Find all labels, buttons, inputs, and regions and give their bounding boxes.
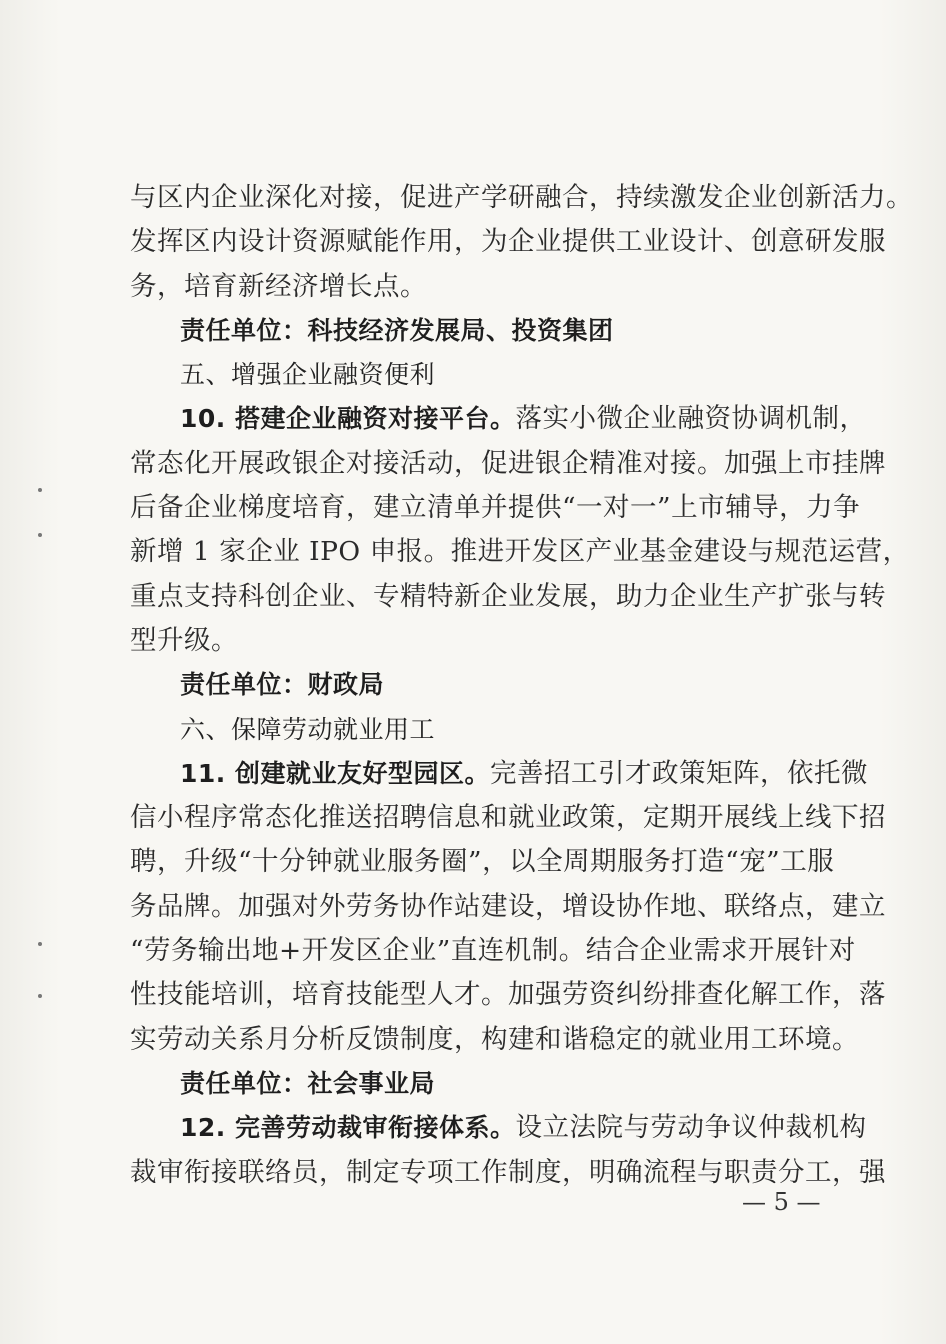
paragraph-line: 后备企业梯度培育，建立清单并提供“一对一”上市辅导，力争 <box>130 492 861 524</box>
scan-mark <box>38 533 42 537</box>
paragraph-line: 务，培育新经济增长点。 <box>130 270 427 302</box>
item-text: 完善招工引才政策矩阵，依托微 <box>490 757 868 789</box>
paragraph-line: 型升级。 <box>130 624 238 656</box>
paragraph-line: 性技能培训，培育技能型人才。加强劳资纠纷排查化解工作，落 <box>130 979 886 1011</box>
paragraph-line: 与区内企业深化对接，促进产学研融合，持续激发企业创新活力。 <box>130 182 913 213</box>
document-body <box>130 176 913 1195</box>
item-text: 设立法院与劳动争议仲裁机构 <box>515 1112 867 1144</box>
paragraph-line: 信小程序常态化推送招聘信息和就业政策，定期开展线上线下招 <box>130 802 886 834</box>
paragraph-line: 发挥区内设计资源赋能作用，为企业提供工业设计、创意研发服 <box>130 226 886 258</box>
item-title: 12. 完善劳动裁审衔接体系。 <box>180 1113 516 1143</box>
paragraph-line: 聘，升级“十分钟就业服务圈”，以全周期服务打造“宠”工服 <box>130 846 835 878</box>
paragraph-line: 新增 1 家企业 IPO 申报。推进开发区产业基金建设与规范运营， <box>130 536 910 568</box>
scan-mark <box>38 942 42 946</box>
responsible-unit: 责任单位：社会事业局 <box>180 1068 436 1098</box>
paragraph-line: 实劳动关系月分析反馈制度，构建和谐稳定的就业用工环境。 <box>130 1023 859 1055</box>
scan-mark <box>38 994 42 998</box>
responsible-unit: 责任单位：财政局 <box>180 670 385 700</box>
paragraph-line: 重点支持科创企业、专精特新企业发展，助力企业生产扩张与转 <box>130 580 886 612</box>
responsible-unit: 责任单位：科技经济发展局、投资集团 <box>180 315 614 345</box>
paragraph-line: 常态化开展政银企对接活动，促进银企精准对接。加强上市挂牌 <box>130 447 886 479</box>
paragraph-line: “劳务输出地+开发区企业”直连机制。结合企业需求开展针对 <box>130 935 856 967</box>
item-line <box>130 752 868 796</box>
section-heading: 五、增强企业融资便利 <box>180 360 436 390</box>
page-number: — 5 — <box>742 1188 821 1216</box>
section-heading: 六、保障劳动就业用工 <box>180 714 436 744</box>
item-line <box>130 1106 867 1150</box>
paragraph-line: 裁审衔接联络员，制定专项工作制度，明确流程与职责分工，强 <box>130 1156 886 1188</box>
paragraph-line: 务品牌。加强对外劳务协作站建设，增设协作地、联络点，建立 <box>130 890 886 922</box>
item-title: 11. 创建就业友好型园区。 <box>180 758 490 788</box>
item-text: 落实小微企业融资协调机制， <box>515 403 867 435</box>
item-title: 10. 搭建企业融资对接平台。 <box>180 404 516 434</box>
scan-mark <box>38 488 42 492</box>
item-line <box>130 397 867 441</box>
